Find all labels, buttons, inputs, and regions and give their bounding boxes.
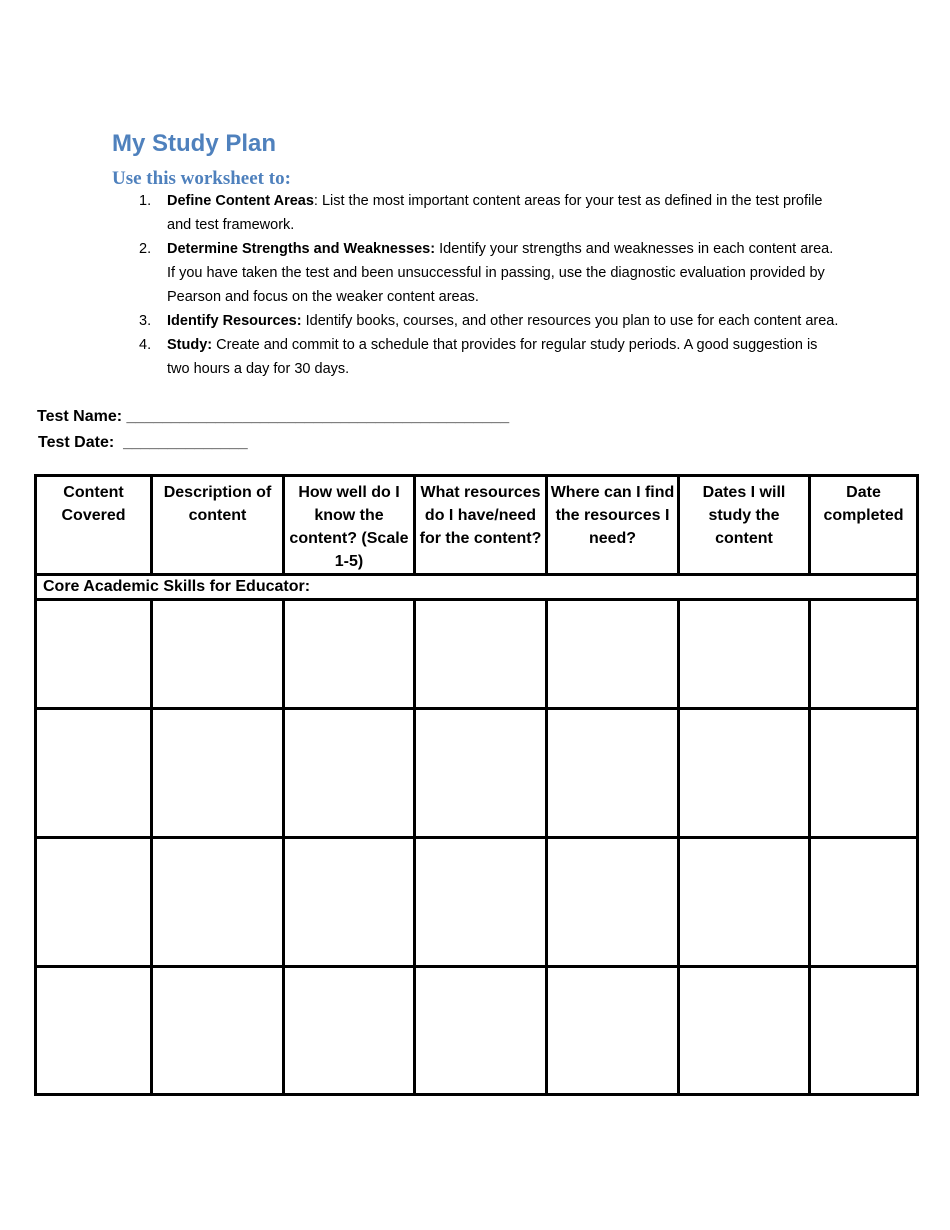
header-where-find: Where can I find the resources I need? (547, 476, 679, 575)
instruction-label: Study: (167, 337, 213, 353)
table-cell[interactable] (679, 967, 810, 1095)
table-cell[interactable] (679, 709, 810, 838)
table-cell[interactable] (415, 967, 547, 1095)
table-cell[interactable] (284, 709, 415, 838)
instruction-label: Determine Strengths and Weaknesses: (167, 241, 436, 257)
section-label: Core Academic Skills for Educator: (36, 575, 918, 600)
header-description: Description of content (152, 476, 284, 575)
instruction-number: 3. (139, 313, 152, 329)
instruction-text: List the most important content areas for your test as defined in the test profile and test framework. (167, 193, 823, 233)
instruction-item (112, 333, 842, 381)
page-title: My Study Plan (112, 130, 277, 157)
instruction-label: Identify Resources: (167, 313, 302, 329)
table-cell[interactable] (36, 600, 152, 709)
table-cell[interactable] (810, 838, 918, 967)
table-cell[interactable] (36, 838, 152, 967)
instruction-text: Identify your strengths and weaknesses in each content area. If you have taken the test and been unsuccessful in passing, use the diagnostic evaluation provided by Pearson and focus on the weaker content areas. (167, 241, 834, 305)
table-cell[interactable] (547, 709, 679, 838)
header-study-dates: Dates I will study the content (679, 476, 810, 575)
instruction-number: 4. (139, 337, 152, 353)
table-cell[interactable] (284, 600, 415, 709)
table-header-row (36, 476, 918, 575)
instruction-number: 2. (139, 241, 152, 257)
table-cell[interactable] (810, 600, 918, 709)
table-cell[interactable] (679, 600, 810, 709)
test-date-blank[interactable]: ______________ (123, 434, 248, 451)
table-cell[interactable] (679, 838, 810, 967)
table-cell[interactable] (547, 838, 679, 967)
instructions-list (112, 189, 842, 381)
header-how-well: How well do I know the content? (Scale 1-5) (284, 476, 415, 575)
test-name-field[interactable] (37, 406, 509, 428)
instruction-label: Define Content Areas (167, 193, 314, 209)
table-cell[interactable] (284, 967, 415, 1095)
table-cell[interactable] (284, 838, 415, 967)
instruction-text: Create and commit to a schedule that provides for regular study periods. A good suggestion is two hours a day for 30 days. (167, 337, 818, 377)
table-cell[interactable] (415, 709, 547, 838)
instruction-item (112, 189, 842, 237)
table-cell[interactable] (810, 709, 918, 838)
test-date-field[interactable] (38, 432, 248, 454)
table-cell[interactable] (36, 967, 152, 1095)
table-cell[interactable] (36, 709, 152, 838)
table-row (36, 600, 918, 709)
instruction-item (112, 309, 842, 333)
table-cell[interactable] (415, 600, 547, 709)
section-row (36, 575, 918, 600)
table-cell[interactable] (547, 967, 679, 1095)
test-name-label: Test Name: (37, 408, 123, 425)
table-row (36, 838, 918, 967)
study-plan-table (34, 474, 919, 1096)
header-resources: What resources do I have/need for the content? (415, 476, 547, 575)
table-cell[interactable] (152, 838, 284, 967)
table-cell[interactable] (152, 600, 284, 709)
table-cell[interactable] (810, 967, 918, 1095)
table-cell[interactable] (152, 967, 284, 1095)
table-row (36, 967, 918, 1095)
worksheet-subtitle: Use this worksheet to: (112, 168, 291, 189)
instruction-number: 1. (139, 193, 152, 209)
table-cell[interactable] (415, 838, 547, 967)
instruction-separator: : (313, 193, 318, 209)
test-name-blank[interactable]: ___________________________________________ (126, 408, 510, 425)
header-date-completed: Date completed (810, 476, 918, 575)
table-cell[interactable] (152, 709, 284, 838)
table-row (36, 709, 918, 838)
table-cell[interactable] (547, 600, 679, 709)
instruction-item (112, 237, 842, 309)
instruction-text: Identify books, courses, and other resources you plan to use for each content area. (301, 313, 839, 329)
test-date-label: Test Date: (38, 434, 115, 451)
header-content-covered: Content Covered (36, 476, 152, 575)
